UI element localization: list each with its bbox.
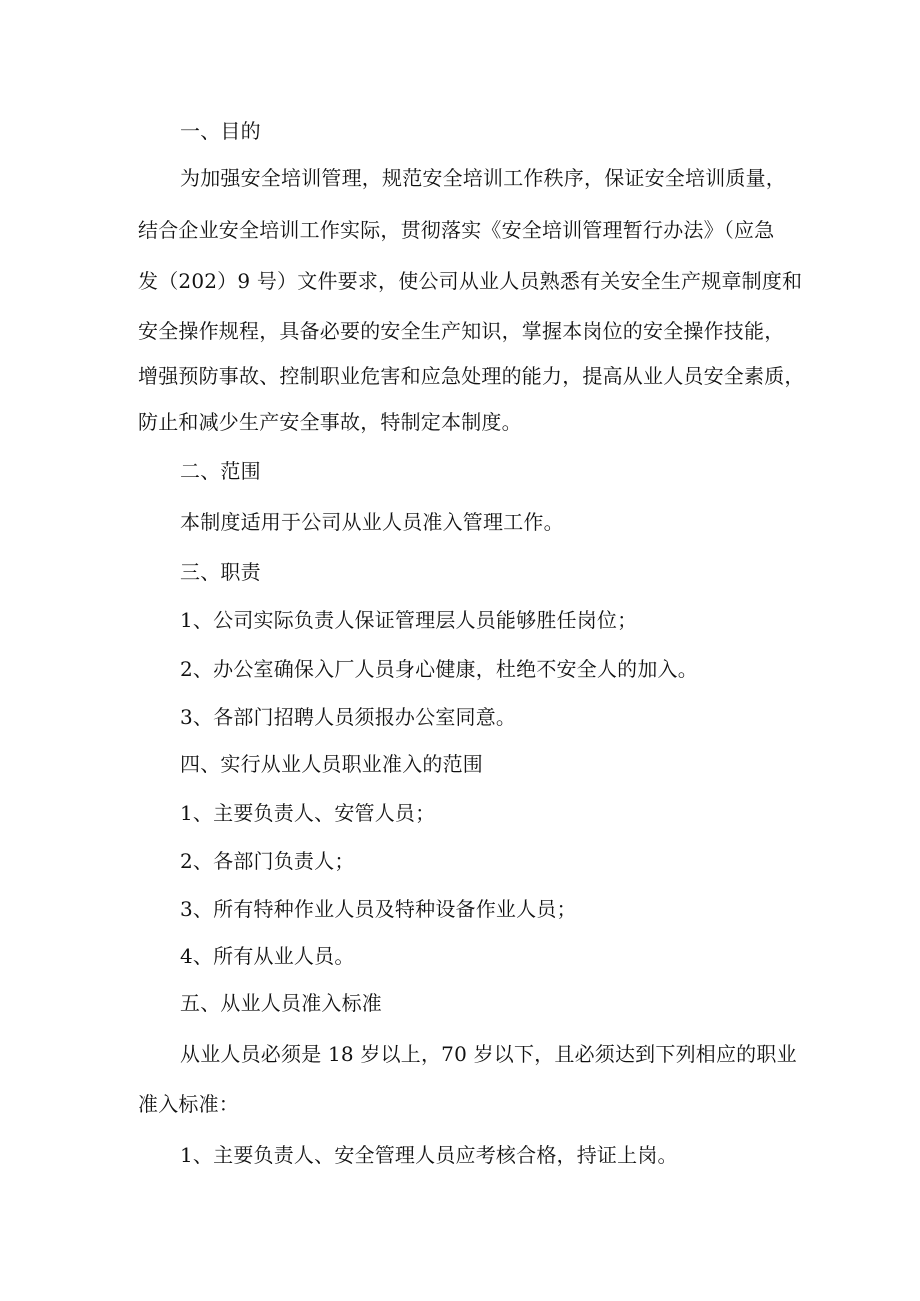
section-heading-scope: 二、范围 [180, 459, 261, 483]
paragraph-line: 安全操作规程，具备必要的安全生产知识，掌握本岗位的安全操作技能， [138, 319, 785, 343]
paragraph-line: 结合企业安全培训工作实际，贯彻落实《安全培训管理暂行办法》（应急 [138, 218, 775, 242]
paragraph-line: 增强预防事故、控制职业危害和应急处理的能力，提高从业人员安全素质， [138, 364, 805, 388]
paragraph-line: 防止和减少生产安全事故，特制定本制度。 [138, 410, 522, 434]
list-item: 3、各部门招聘人员须报办公室同意。 [180, 705, 517, 729]
list-item: 2、办公室确保入厂人员身心健康，杜绝不安全人的加入。 [180, 657, 698, 681]
list-item: 2、各部门负责人； [180, 849, 355, 873]
paragraph-line: 为加强安全培训管理，规范安全培训工作秩序，保证安全培训质量， [180, 166, 786, 190]
list-item: 4、所有从业人员。 [180, 944, 355, 968]
list-item: 3、所有特种作业人员及特种设备作业人员； [180, 897, 577, 921]
paragraph-line: 准入标准： [138, 1092, 239, 1116]
paragraph-line: 本制度适用于公司从业人员准入管理工作。 [180, 510, 564, 534]
section-heading-duties: 三、职责 [180, 560, 261, 584]
list-item: 1、公司实际负责人保证管理层人员能够胜任岗位； [180, 608, 638, 632]
section-heading-access-scope: 四、实行从业人员职业准入的范围 [180, 752, 483, 776]
list-item: 1、主要负责人、安全管理人员应考核合格，持证上岗。 [180, 1143, 678, 1167]
paragraph-line: 发（202）9 号）文件要求，使公司从业人员熟悉有关安全生产规章制度和 [138, 269, 803, 293]
paragraph-line: 从业人员必须是 18 岁以上，70 岁以下，且必须达到下列相应的职业 [180, 1042, 797, 1066]
section-heading-standards: 五、从业人员准入标准 [180, 991, 382, 1015]
section-heading-purpose: 一、目的 [180, 119, 261, 143]
list-item: 1、主要负责人、安管人员； [180, 801, 436, 825]
